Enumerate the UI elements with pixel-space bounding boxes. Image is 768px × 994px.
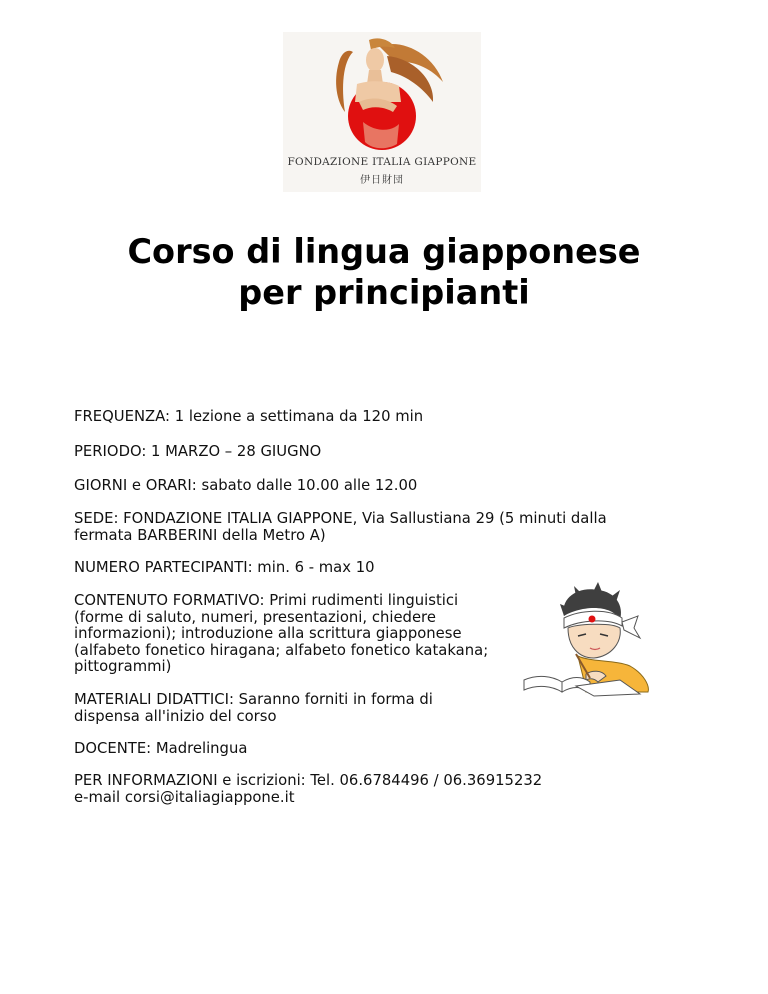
contenuto-line-5: pittogrammi) — [74, 658, 172, 675]
frequenza-item — [74, 409, 654, 426]
sede-item — [74, 511, 654, 544]
contenuto-line-4: (alfabeto fonetico hiragana; alfabeto fonetico katakana; — [74, 641, 489, 659]
sede-line-2: fermata BARBERINI della Metro A) — [74, 526, 326, 544]
partecipanti-item — [74, 560, 654, 577]
foundation-logo — [283, 32, 481, 192]
frequenza-text: FREQUENZA: 1 lezione a settimana da 120 min — [74, 408, 424, 425]
periodo-text: PERIODO: 1 MARZO – 28 GIUGNO — [74, 443, 322, 460]
page-title — [0, 231, 768, 313]
contenuto-line-1: CONTENUTO FORMATIVO: Primi rudimenti linguistici — [74, 592, 459, 609]
student-writing-illustration — [520, 582, 655, 701]
giorni-item — [74, 478, 654, 495]
partecipanti-text: NUMERO PARTECIPANTI: min. 6 - max 10 — [74, 559, 375, 576]
sede-line-1: SEDE: FONDAZIONE ITALIA GIAPPONE, Via Sallustiana 29 (5 minuti dalla — [74, 510, 607, 527]
title-line-2: per principianti — [238, 273, 530, 312]
giorni-text: GIORNI e ORARI: sabato dalle 10.00 alle 12.00 — [74, 477, 418, 494]
logo-foundation-name: FONDAZIONE ITALIA GIAPPONE — [287, 156, 477, 168]
docente-item — [74, 741, 654, 758]
periodo-item — [74, 444, 654, 461]
title-line-1: Corso di lingua giapponese — [127, 232, 641, 271]
contatti-line-2: e-mail corsi@italiagiappone.it — [74, 788, 295, 806]
docente-text: DOCENTE: Madrelingua — [74, 740, 248, 757]
logo-kanji: 伊日財団 — [360, 175, 404, 186]
contenuto-line-3: informazioni); introduzione alla scrittura giapponese — [74, 625, 462, 642]
materiali-line-1: MATERIALI DIDATTICI: Saranno forniti in forma di — [74, 691, 433, 708]
contatti-item — [74, 773, 654, 806]
venus-sun-emblem — [283, 32, 481, 156]
materiali-line-2: dispensa all'inizio del corso — [74, 707, 277, 725]
contenuto-line-2: (forme di saluto, numeri, presentazioni, chiedere — [74, 608, 436, 626]
student-writing-icon — [520, 582, 655, 697]
contatti-line-1: PER INFORMAZIONI e iscrizioni: Tel. 06.6784496 / 06.36915232 — [74, 772, 543, 789]
